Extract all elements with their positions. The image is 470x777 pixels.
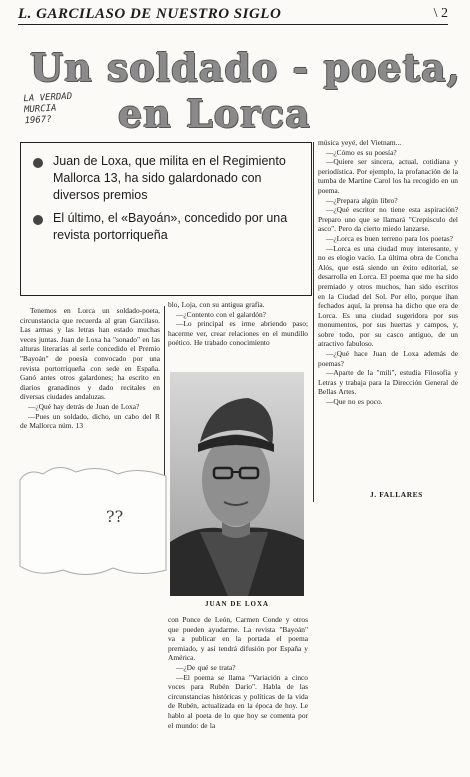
paragraph: música yeyé, del Vietnam... — [318, 138, 402, 147]
portrait-image — [170, 372, 304, 596]
handwritten-line: 1967? — [24, 114, 52, 127]
paragraph: —¿Prepara algún libro? — [326, 195, 398, 205]
torn-mark-text: ?? — [106, 507, 124, 526]
paragraph: blo, Loja, con su antigua grafía. — [168, 300, 265, 309]
paragraph: —¿Qué hay detrás de Juan de Loxa? — [28, 401, 140, 411]
paragraph: —¿Lorca es buen terreno para los poetas? — [326, 233, 453, 243]
summary-bullet — [33, 210, 303, 244]
kicker-prefix: L. — [18, 6, 32, 22]
summary-bullet — [33, 153, 303, 204]
paragraph: —¿Qué hace Juan de Loxa además de poemas? — [318, 349, 458, 368]
paragraph: Tenemos en Lorca un soldado-poeta, circunstancia que recuerda al gran Garcilaso. Las armas y las letras han estado muchas veces juntas. Juan de Loxa ha "sonado" en las alturas literarias al serle concedido el Premio "Bayoán" de poesía convocado por una revista portorriqueña con sede en España. Ganó antes otros galardones; ha escrito en diarios granadinos y dado recitales en diversas ciudades andaluzas. — [20, 306, 160, 402]
summary-bullet-text: El último, el «Bayoán», concedido por una revista portorriqueña — [53, 211, 288, 242]
paragraph: —¿Contento con el galardón? — [176, 309, 266, 319]
kicker-text: GARCILASO DE NUESTRO SIGLO — [36, 6, 282, 22]
article-column-1 — [20, 306, 160, 431]
summary-bullet-text: Juan de Loxa, que milita en el Regimiento Mallorca 13, ha sido galardonado con diversos premios — [53, 154, 286, 202]
column-divider — [164, 306, 165, 476]
paragraph: —Lo principal es irme abriendo paso; hacerme ver, crear relaciones en el mundillo poético. He trabado conocimiento — [168, 319, 308, 348]
paragraph: —Lorca es una ciudad muy interesante, y no es elogio vacío. La última obra de Concha Alós, que está siendo un éxito editorial, se desarrolla en Lorca. El poema que me ha sido premiado y otros muchos, han sido escritos en la Ciudad del Sol. Por ello, porque ihan fechados aquí, la prensa ha dicho que era de Lorca. Es una ciudad sugeridora por sus monumentos, por sus huertas y campos, y, sobre todo, por su casco antiguo, de un atractivo fabuloso. — [318, 243, 458, 349]
paragraph: —¿De qué se trata? — [176, 662, 236, 672]
paragraph: —Que no es poco. — [326, 397, 383, 407]
paragraph: —Quiere ser sincera, actual, cotidiana y periodística. Por ejemplo, la profanación de la tumba de Martine Carol los ha recogido en un poema. — [318, 157, 458, 195]
corner-mark: \ 2 — [433, 6, 448, 21]
headline-line-1: Un soldado - poeta, — [30, 45, 462, 90]
article-right-column — [318, 138, 458, 407]
author-signature: J. FALLARES — [370, 490, 423, 499]
paragraph: —El poema se llama "Variación a cinco voces para Rubén Darío". Habla de las circunstancias históricas y políticas de la vida de Rubén, actualizada en la época de hoy. Le hablo al poeta de lo que hoy se comenta por el mundo: de la — [168, 672, 308, 730]
bullet-dot-icon — [33, 158, 43, 168]
handwritten-line: MURCIA — [23, 103, 57, 116]
paragraph: —Pues un soldado, dicho, un cabo del R de Mallorca núm. 13 — [20, 411, 160, 431]
paragraph: —¿Cómo es su poesía? — [326, 147, 397, 157]
column-divider — [313, 142, 314, 502]
article-column-2 — [168, 300, 308, 348]
paragraph: —Aparte de la "mili", estudia Filosofía y Letras y trabaja para la Dirección General de Bellas Artes. — [318, 368, 458, 397]
handwritten-annotation — [23, 92, 73, 128]
summary-box — [20, 142, 312, 296]
headline-line-2: en Lorca — [118, 91, 311, 136]
bullet-dot-icon — [33, 215, 43, 225]
torn-paper-area — [18, 460, 168, 580]
paragraph: —¿Qué escritor no tiene esta aspiración? Preparo uno que se llamará "Crepúsculo del asco". Pero da cierto miedo lanzarse. — [318, 205, 458, 234]
photo-caption: JUAN DE LOXA — [204, 600, 270, 608]
portrait-photo — [170, 372, 304, 596]
handwritten-line: LA VERDAD — [23, 91, 73, 105]
section-kicker — [18, 6, 448, 25]
article-column-3 — [168, 615, 308, 730]
paragraph: con Ponce de León, Carmen Conde y otros que pueden ayudarme. La revista "Bayoán" va a publicar en la portada el poema premiado, y así tendrá difusión por España y América. — [168, 615, 308, 663]
